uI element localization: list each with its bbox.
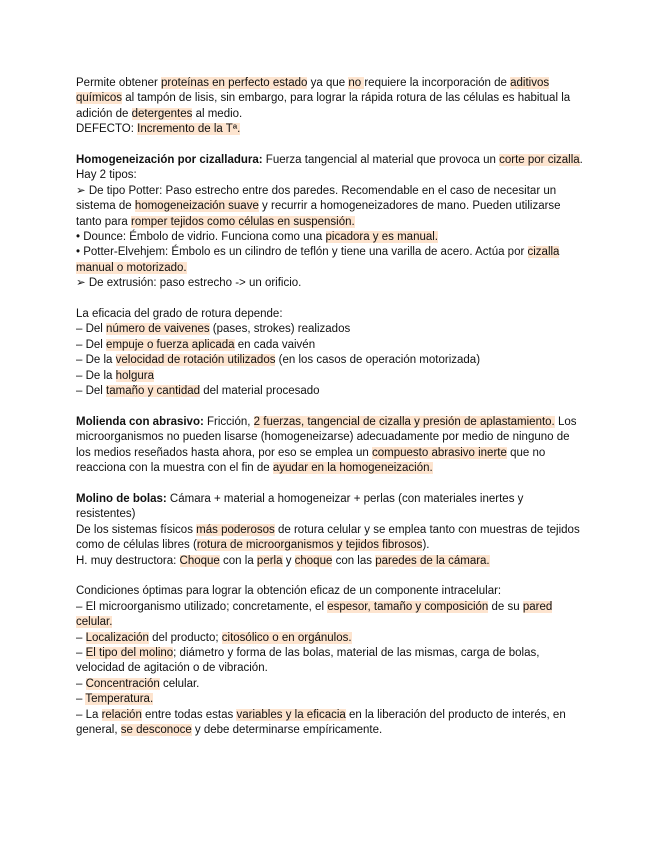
text-run: – De la (76, 369, 116, 382)
text-run: La eficacia del grado de rotura depende: (76, 308, 283, 321)
highlighted-text: 2 fuerzas, tangencial de cizalla y presión de aplastamiento. (253, 415, 555, 428)
text-run: al medio. (192, 107, 243, 120)
text-run: entre todas estas (141, 708, 237, 721)
paragraph-gap (76, 477, 585, 492)
highlighted-text: variables y la eficacia (236, 708, 346, 721)
text-run: – (76, 631, 86, 644)
highlighted-text: rotura de microorganismos y tejidos fibrosos (196, 539, 423, 552)
text-run: Fricción, (203, 415, 254, 428)
text-run: en cada vaivén (234, 338, 316, 351)
paragraph (76, 646, 585, 677)
text-run: en la liberación del producto de interés, en general, (76, 708, 566, 736)
text-run: . Hay 2 tipos: (76, 154, 583, 182)
paragraph (76, 677, 585, 692)
paragraph (76, 600, 585, 631)
highlighted-text: no (348, 77, 365, 89)
text-run: – Del (76, 338, 107, 351)
paragraph (76, 369, 585, 384)
section-heading: Homogeneización por cizalladura: (76, 154, 263, 167)
text-run: Los microorganismos no pueden lisarse (homogeneizarse) adecuadamente por medio de ninguno de los medios reseñados hasta ahora, por eso se emplea un (76, 415, 577, 459)
text-run: de rotura celular y se emplea tanto con muestras de tejidos como de células libres ( (76, 523, 580, 552)
text-run: Cámara + material a homogeneizar + perlas (con materiales inertes y resistentes) (76, 492, 524, 521)
text-run: – (76, 677, 86, 690)
paragraph-gap (76, 400, 585, 415)
paragraph (76, 184, 585, 230)
paragraph (76, 122, 585, 137)
highlighted-text: Choque (179, 554, 220, 567)
section-heading: Molienda con abrasivo: (76, 415, 204, 428)
paragraph (76, 338, 585, 353)
paragraph (76, 492, 585, 523)
highlighted-text: más poderosos (196, 523, 275, 536)
text-run: que no reacciona con la muestra con el fin de (76, 446, 546, 475)
text-run: Fuerza tangencial al material que provoca un (262, 154, 500, 167)
highlighted-text: romper tejidos como células en suspensión. (130, 215, 355, 228)
highlighted-text: paredes de la cámara. (375, 554, 490, 567)
text-run: requiere la incorporación de (364, 77, 511, 89)
text-run: – La (76, 708, 102, 721)
paragraph (76, 708, 585, 739)
section-heading: Molino de bolas: (76, 492, 167, 505)
highlighted-text: número de vaivenes (106, 323, 210, 336)
paragraph (76, 245, 585, 276)
highlighted-text: ayudar en la homogeneización. (272, 462, 433, 475)
paragraph (76, 307, 585, 322)
paragraph (76, 523, 585, 554)
paragraph (76, 353, 585, 368)
text-run: – Del (76, 385, 107, 398)
text-run: ; diámetro y forma de las bolas, material de las mismas, carga de bolas, velocidad de agitación o de vibración. (76, 646, 540, 675)
highlighted-text: choque (294, 554, 333, 567)
text-run: ). (422, 539, 430, 552)
paragraph-gap (76, 138, 585, 153)
text-run: ➢ De extrusión: paso estrecho -> un orificio. (76, 277, 302, 290)
text-run: – El microorganismo utilizado; concretamente, el (76, 600, 328, 613)
highlighted-text: velocidad de rotación utilizados (115, 354, 276, 367)
paragraph (76, 692, 585, 707)
text-run: • Dounce: Émbolo de vidrio. Funciona como una (76, 231, 326, 244)
text-run: – (76, 693, 86, 706)
highlighted-text: Temperatura. (85, 693, 154, 706)
highlighted-text: El tipo del molino (85, 646, 174, 659)
text-run: Condiciones óptimas para lograr la obtención eficaz de un componente intracelular: (76, 585, 502, 598)
highlighted-text: detergentes (131, 107, 193, 120)
text-run: (en los casos de operación motorizada) (275, 354, 481, 367)
highlighted-text: Localización (85, 631, 149, 644)
highlighted-text: pared celular. (76, 600, 553, 629)
text-run: (pases, strokes) realizados (209, 323, 351, 336)
highlighted-text: corte por cizalla (499, 154, 580, 167)
highlighted-text: tamaño y cantidad (106, 385, 201, 398)
highlighted-text: compuesto abrasivo inerte (372, 446, 507, 459)
highlighted-text: proteínas en perfecto estado (161, 77, 308, 89)
text-run: al tampón de lisis, sin embargo, para lograr la rápida rotura de las células es habitual la adición de (76, 92, 571, 120)
paragraph (76, 384, 585, 399)
text-run: y debe determinarse empíricamente. (191, 723, 383, 736)
text-run: y recurrir a homogeneizadores de mano. Pueden utilizarse tanto para (76, 200, 561, 228)
paragraph-gap (76, 569, 585, 584)
highlighted-text: homogeneización suave (134, 200, 259, 213)
text-run: – (76, 646, 86, 659)
text-run: con las (332, 554, 376, 567)
text-run: del material procesado (200, 385, 320, 398)
text-run: De los sistemas físicos (76, 523, 197, 536)
paragraph (76, 276, 585, 291)
paragraph (76, 153, 585, 184)
text-run: H. muy destructora: (76, 554, 180, 567)
text-run: – Del (76, 323, 107, 336)
highlighted-text: espesor, tamaño y composición (327, 600, 489, 613)
paragraph (76, 584, 585, 599)
text-run: • Potter-Elvehjem: Émbolo es un cilindro de teflón y tiene una varilla de acero. Actúa por (76, 246, 528, 259)
highlighted-text: aditivos químicos (76, 77, 550, 105)
highlighted-text: Concentración (85, 677, 160, 690)
highlighted-text: perla (256, 554, 283, 567)
text-run: Permite obtener (76, 77, 162, 89)
highlighted-text: relación (101, 708, 142, 721)
paragraph (76, 554, 585, 569)
highlighted-text: citosólico o en orgánulos. (221, 631, 352, 644)
paragraph (76, 230, 585, 245)
highlighted-text: se desconoce (120, 723, 192, 736)
paragraph-gap (76, 292, 585, 307)
text-run: ➢ De tipo Potter: Paso estrecho entre dos paredes. Recomendable en el caso de necesitar un sistema de (76, 184, 557, 213)
text-run: ya que (307, 77, 349, 89)
paragraph (76, 76, 585, 122)
highlighted-text: picadora y es manual. (325, 231, 439, 244)
highlighted-text: holgura (115, 369, 155, 382)
text-run: de su (488, 600, 523, 613)
text-run: DEFECTO: (76, 123, 138, 136)
paragraph (76, 631, 585, 646)
highlighted-text: cizalla manual o motorizado. (76, 246, 560, 274)
text-run: celular. (159, 677, 200, 690)
text-run: con la (219, 554, 257, 567)
paragraph (76, 322, 585, 337)
highlighted-text: Incremento de la Tª. (137, 123, 241, 136)
highlighted-text: empuje o fuerza aplicada (106, 338, 235, 351)
text-run: del producto; (148, 631, 222, 644)
text-run: y (282, 554, 295, 567)
text-run: – De la (76, 354, 116, 367)
paragraph (76, 415, 585, 477)
